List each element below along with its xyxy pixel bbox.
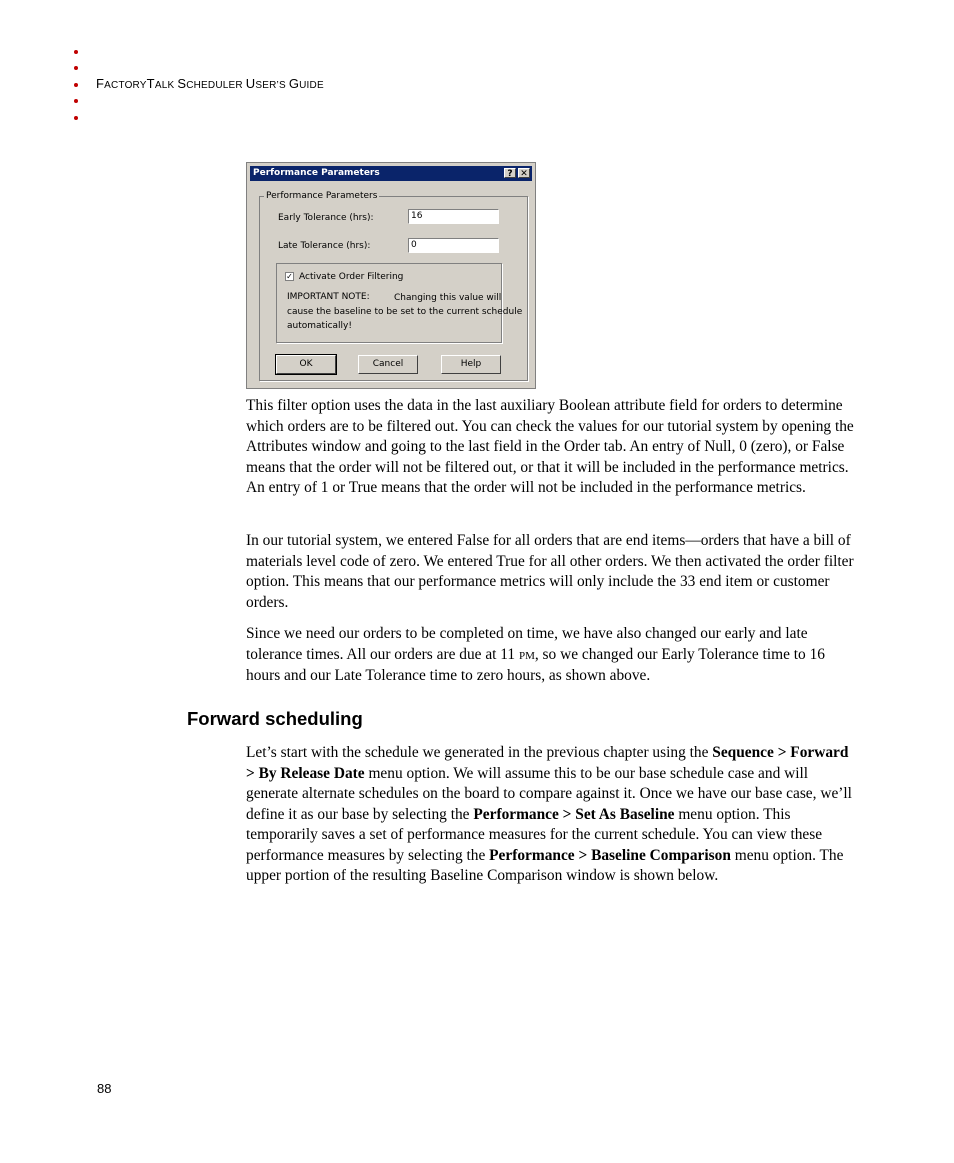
- bullet-dot: [74, 66, 78, 70]
- menu-path: Performance > Set As Baseline: [473, 805, 675, 823]
- paragraph-filter-option: This filter option uses the data in the last auxiliary Boolean attribute field for orders to determine which orders are to be filtered out. You can check the values for our tutorial system by opening the Attributes window and going to the last field in the Order tab. An entry of Null, 0 (zero), or False means that the order will not be filtered out, or that it will be included in the performance metrics. An entry of 1 or True means that the order will not be included in the performance metrics.: [246, 397, 854, 496]
- help-button[interactable]: Help: [441, 355, 501, 374]
- text-run: Since we need our orders to be completed on time, we have also changed our early and late tolerance times. All our orders are due at 11: [246, 625, 808, 663]
- bullet-dot: [74, 116, 78, 120]
- running-head-part: ALK: [154, 80, 178, 91]
- page-number: 88: [97, 1081, 112, 1096]
- text-run: , so we changed our Early Tolerance time to 16 hours and our Late Tolerance time to zero hours, as shown above.: [246, 645, 825, 684]
- help-icon[interactable]: ?: [504, 168, 516, 178]
- text-run: menu option: [364, 764, 446, 782]
- pm-abbrev: PM: [518, 649, 535, 662]
- text-run: Let’s start with the schedule we generated in the previous chapter using the: [246, 744, 713, 761]
- text-run: menu option. This temporarily saves a set of performance measures for the current schedule. You can view these performance measures by selecting the: [246, 805, 823, 864]
- running-head-part: ACTORY: [104, 80, 147, 91]
- dialog-title-bar: [250, 166, 532, 181]
- order-filtering-checkbox[interactable]: ✓: [286, 272, 293, 281]
- early-tolerance-field[interactable]: 16: [408, 209, 499, 224]
- ok-button[interactable]: OK: [276, 355, 336, 374]
- running-head-part: T: [146, 76, 155, 91]
- note-text: Changing this value will: [394, 293, 502, 303]
- late-tolerance-field[interactable]: 0: [408, 238, 499, 253]
- menu-path: Performance > Baseline Comparison: [489, 846, 731, 864]
- paragraph-forward-scheduling: [246, 743, 858, 887]
- note-text: cause the baseline to be set to the current schedule: [287, 307, 523, 317]
- close-icon[interactable]: ✕: [518, 168, 530, 178]
- running-head-part: U: [245, 76, 256, 91]
- important-note-label: IMPORTANT NOTE:: [287, 292, 370, 302]
- running-head-part: UIDE: [299, 80, 324, 91]
- running-head-part: G: [288, 76, 300, 91]
- bullet-dot: [74, 83, 78, 87]
- running-head-part: CHEDULER: [186, 80, 246, 91]
- bullet-dot: [74, 99, 78, 103]
- section-heading: Forward scheduling: [187, 708, 363, 729]
- paragraph-tutorial-system: In our tutorial system, we entered False for all orders that are end items—orders that have a bill of materials level code of zero. We entered True for all other orders. We then activated the order filter option. This means that our performance metrics will only include the 33 end item or customer orders.: [246, 532, 854, 611]
- running-head-part: F: [96, 76, 105, 91]
- paragraph-tolerance: [246, 624, 858, 687]
- running-head-part: SER’S: [255, 80, 289, 91]
- order-filtering-label[interactable]: Activate Order Filtering: [299, 272, 404, 282]
- text-run: . We will assume this to be our base schedule case and will generate alternate schedules on the board to compare against it. Once we have our base case, we’ll define it as our base by selecting the: [246, 764, 852, 823]
- bullet-dot: [74, 50, 78, 54]
- menu-path: Sequence > Forward > By Release Date: [246, 744, 849, 782]
- cancel-button[interactable]: Cancel: [358, 355, 418, 374]
- running-head-part: S: [177, 76, 187, 91]
- text-run: menu option. The upper portion of the resulting Baseline Comparison window is shown below.: [246, 846, 844, 884]
- note-text: automatically!: [287, 321, 352, 331]
- dialog-title: Performance Parameters: [253, 168, 380, 178]
- running-head: [96, 76, 324, 91]
- performance-parameters-dialog: [246, 162, 536, 389]
- early-tolerance-label: Early Tolerance (hrs):: [278, 213, 374, 223]
- late-tolerance-label: Late Tolerance (hrs):: [278, 241, 371, 251]
- group-legend: Performance Parameters: [266, 191, 378, 201]
